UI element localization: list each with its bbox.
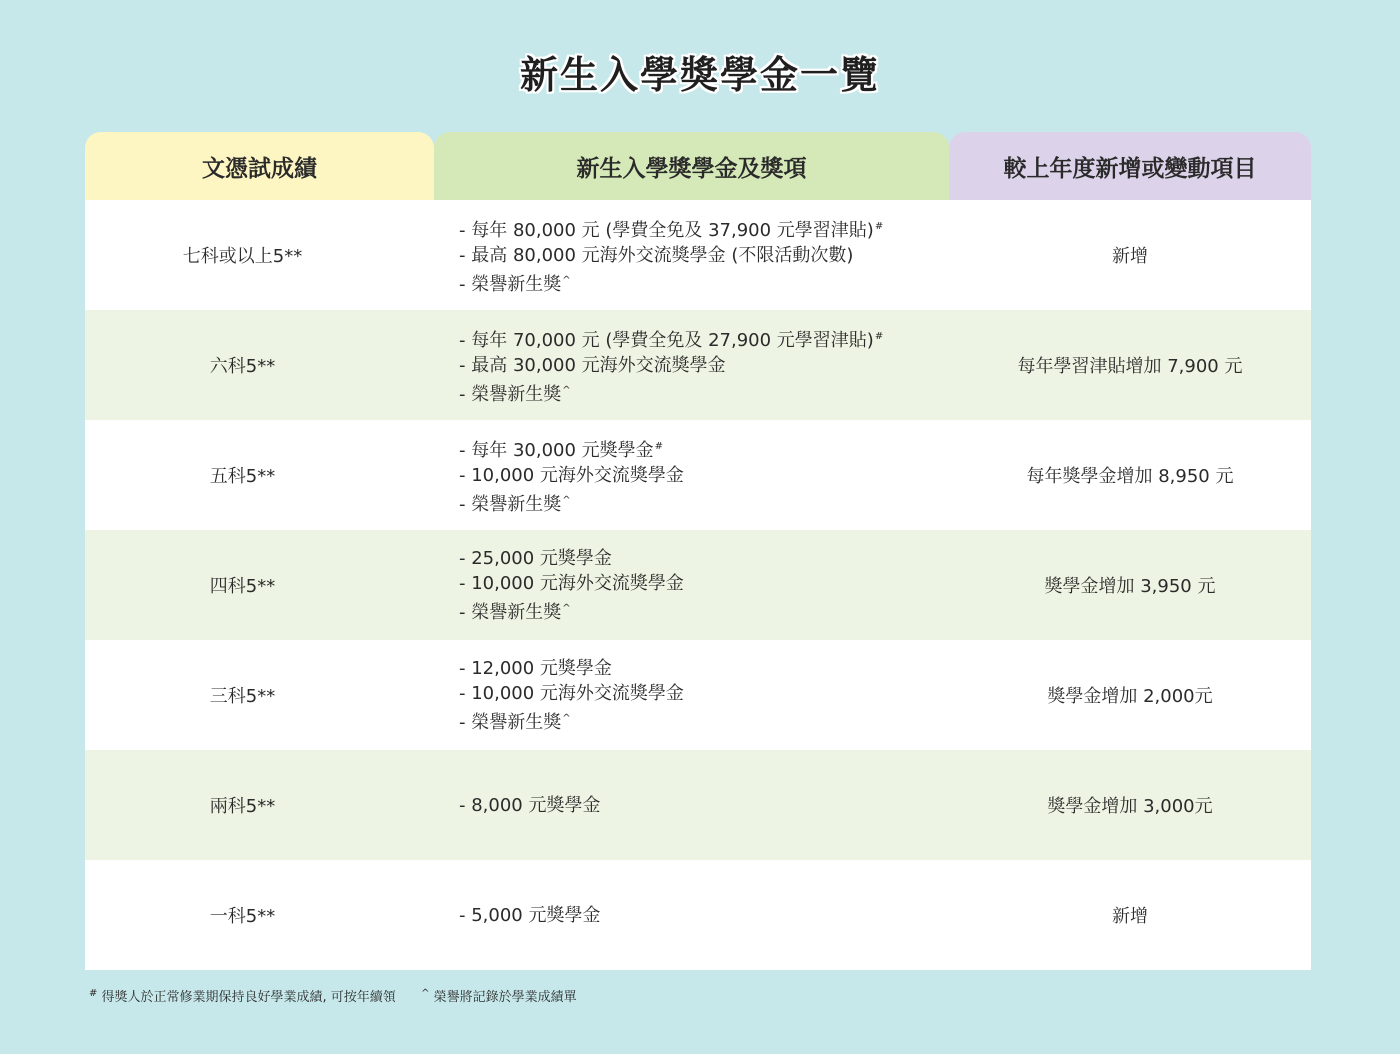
change-cell (949, 860, 1311, 970)
award-text: - 10,000 元海外交流獎學金 (459, 682, 684, 704)
award-text: - 12,000 元獎學金 (459, 657, 612, 679)
grade-text: 三科5** (209, 686, 276, 707)
awards-cell (434, 310, 949, 420)
award-mark: ^ (562, 712, 571, 724)
award-line (459, 268, 949, 297)
change-text: 獎學金增加 3,000元 (1047, 796, 1213, 817)
grade-cell (85, 530, 434, 640)
award-text: - 每年 30,000 元獎學金 (459, 439, 654, 461)
change-cell (949, 310, 1311, 420)
page-title: 新生入學獎學金一覽 (519, 53, 880, 97)
award-line (459, 463, 949, 488)
award-text: - 每年 70,000 元 (學費全免及 27,900 元學習津貼) (459, 329, 874, 351)
award-line (459, 681, 949, 706)
award-text: - 榮譽新生獎 (459, 711, 562, 733)
award-mark: ^ (562, 494, 571, 506)
grade-text: 七科或以上5** (182, 246, 303, 267)
award-text: - 25,000 元獎學金 (459, 547, 612, 569)
table-body (85, 200, 1311, 970)
grade-cell (85, 640, 434, 750)
table-row (85, 860, 1311, 970)
change-cell (949, 750, 1311, 860)
award-line (459, 903, 949, 928)
header-change: 較上年度新增或變動項目 (949, 132, 1311, 200)
award-line (459, 656, 949, 681)
award-line (459, 243, 949, 268)
award-mark: ^ (562, 602, 571, 614)
table-row (85, 640, 1311, 750)
award-text: - 榮譽新生獎 (459, 493, 562, 515)
award-mark: ^ (562, 384, 571, 396)
footnote-caret-mark: ^ (421, 987, 430, 999)
award-line (459, 706, 949, 735)
award-line (459, 571, 949, 596)
award-mark: ^ (562, 274, 571, 286)
scholarship-table (85, 132, 1311, 970)
award-line (459, 353, 949, 378)
footnote (88, 986, 577, 1005)
grade-text: 五科5** (209, 466, 276, 487)
change-text: 獎學金增加 3,950 元 (1044, 576, 1216, 597)
table-row (85, 420, 1311, 530)
grade-text: 六科5** (209, 356, 276, 377)
table-row (85, 310, 1311, 420)
award-line (459, 378, 949, 407)
award-mark: # (874, 330, 884, 342)
grade-text: 四科5** (209, 576, 276, 597)
awards-cell (434, 200, 949, 310)
footnote-caret-text: 榮譽將記錄於學業成績單 (433, 990, 577, 1005)
award-text: - 榮譽新生獎 (459, 273, 562, 295)
award-line (459, 434, 949, 463)
award-text: - 榮譽新生獎 (459, 383, 562, 405)
award-line (459, 793, 949, 818)
table-row (85, 530, 1311, 640)
award-line (459, 546, 949, 571)
grade-text: 兩科5** (209, 796, 276, 817)
award-line (459, 214, 949, 243)
table-row (85, 750, 1311, 860)
award-line (459, 324, 949, 353)
change-text: 獎學金增加 2,000元 (1047, 686, 1213, 707)
change-cell (949, 200, 1311, 310)
header-grade: 文憑試成績 (85, 132, 434, 200)
grade-cell (85, 750, 434, 860)
award-line (459, 488, 949, 517)
award-mark: # (654, 440, 664, 452)
header-awards: 新生入學獎學金及獎項 (434, 132, 949, 200)
award-text: - 最高 30,000 元海外交流獎學金 (459, 354, 726, 376)
award-mark: # (874, 220, 884, 232)
change-text: 新增 (1112, 246, 1148, 267)
change-text: 每年獎學金增加 8,950 元 (1026, 466, 1234, 487)
table-row (85, 200, 1311, 310)
award-text: - 10,000 元海外交流獎學金 (459, 572, 684, 594)
change-text: 每年學習津貼增加 7,900 元 (1017, 356, 1243, 377)
grade-cell (85, 860, 434, 970)
change-cell (949, 420, 1311, 530)
award-text: - 每年 80,000 元 (學費全免及 37,900 元學習津貼) (459, 219, 874, 241)
grade-cell (85, 420, 434, 530)
footnote-hash-mark: # (89, 987, 98, 999)
awards-cell (434, 750, 949, 860)
awards-cell (434, 860, 949, 970)
award-line (459, 596, 949, 625)
award-text: - 最高 80,000 元海外交流獎學金 (不限活動次數) (459, 244, 854, 266)
change-text: 新增 (1112, 906, 1148, 927)
awards-cell (434, 420, 949, 530)
grade-cell (85, 310, 434, 420)
change-cell (949, 530, 1311, 640)
award-text: - 5,000 元獎學金 (459, 904, 601, 926)
award-text: - 榮譽新生獎 (459, 601, 562, 623)
table-header (85, 132, 1311, 200)
grade-cell (85, 200, 434, 310)
awards-cell (434, 640, 949, 750)
award-text: - 10,000 元海外交流獎學金 (459, 464, 684, 486)
awards-cell (434, 530, 949, 640)
footnote-hash-text: 得獎人於正常修業期保持良好學業成績, 可按年續領 (101, 990, 396, 1005)
grade-text: 一科5** (209, 906, 276, 927)
change-cell (949, 640, 1311, 750)
award-text: - 8,000 元獎學金 (459, 794, 601, 816)
